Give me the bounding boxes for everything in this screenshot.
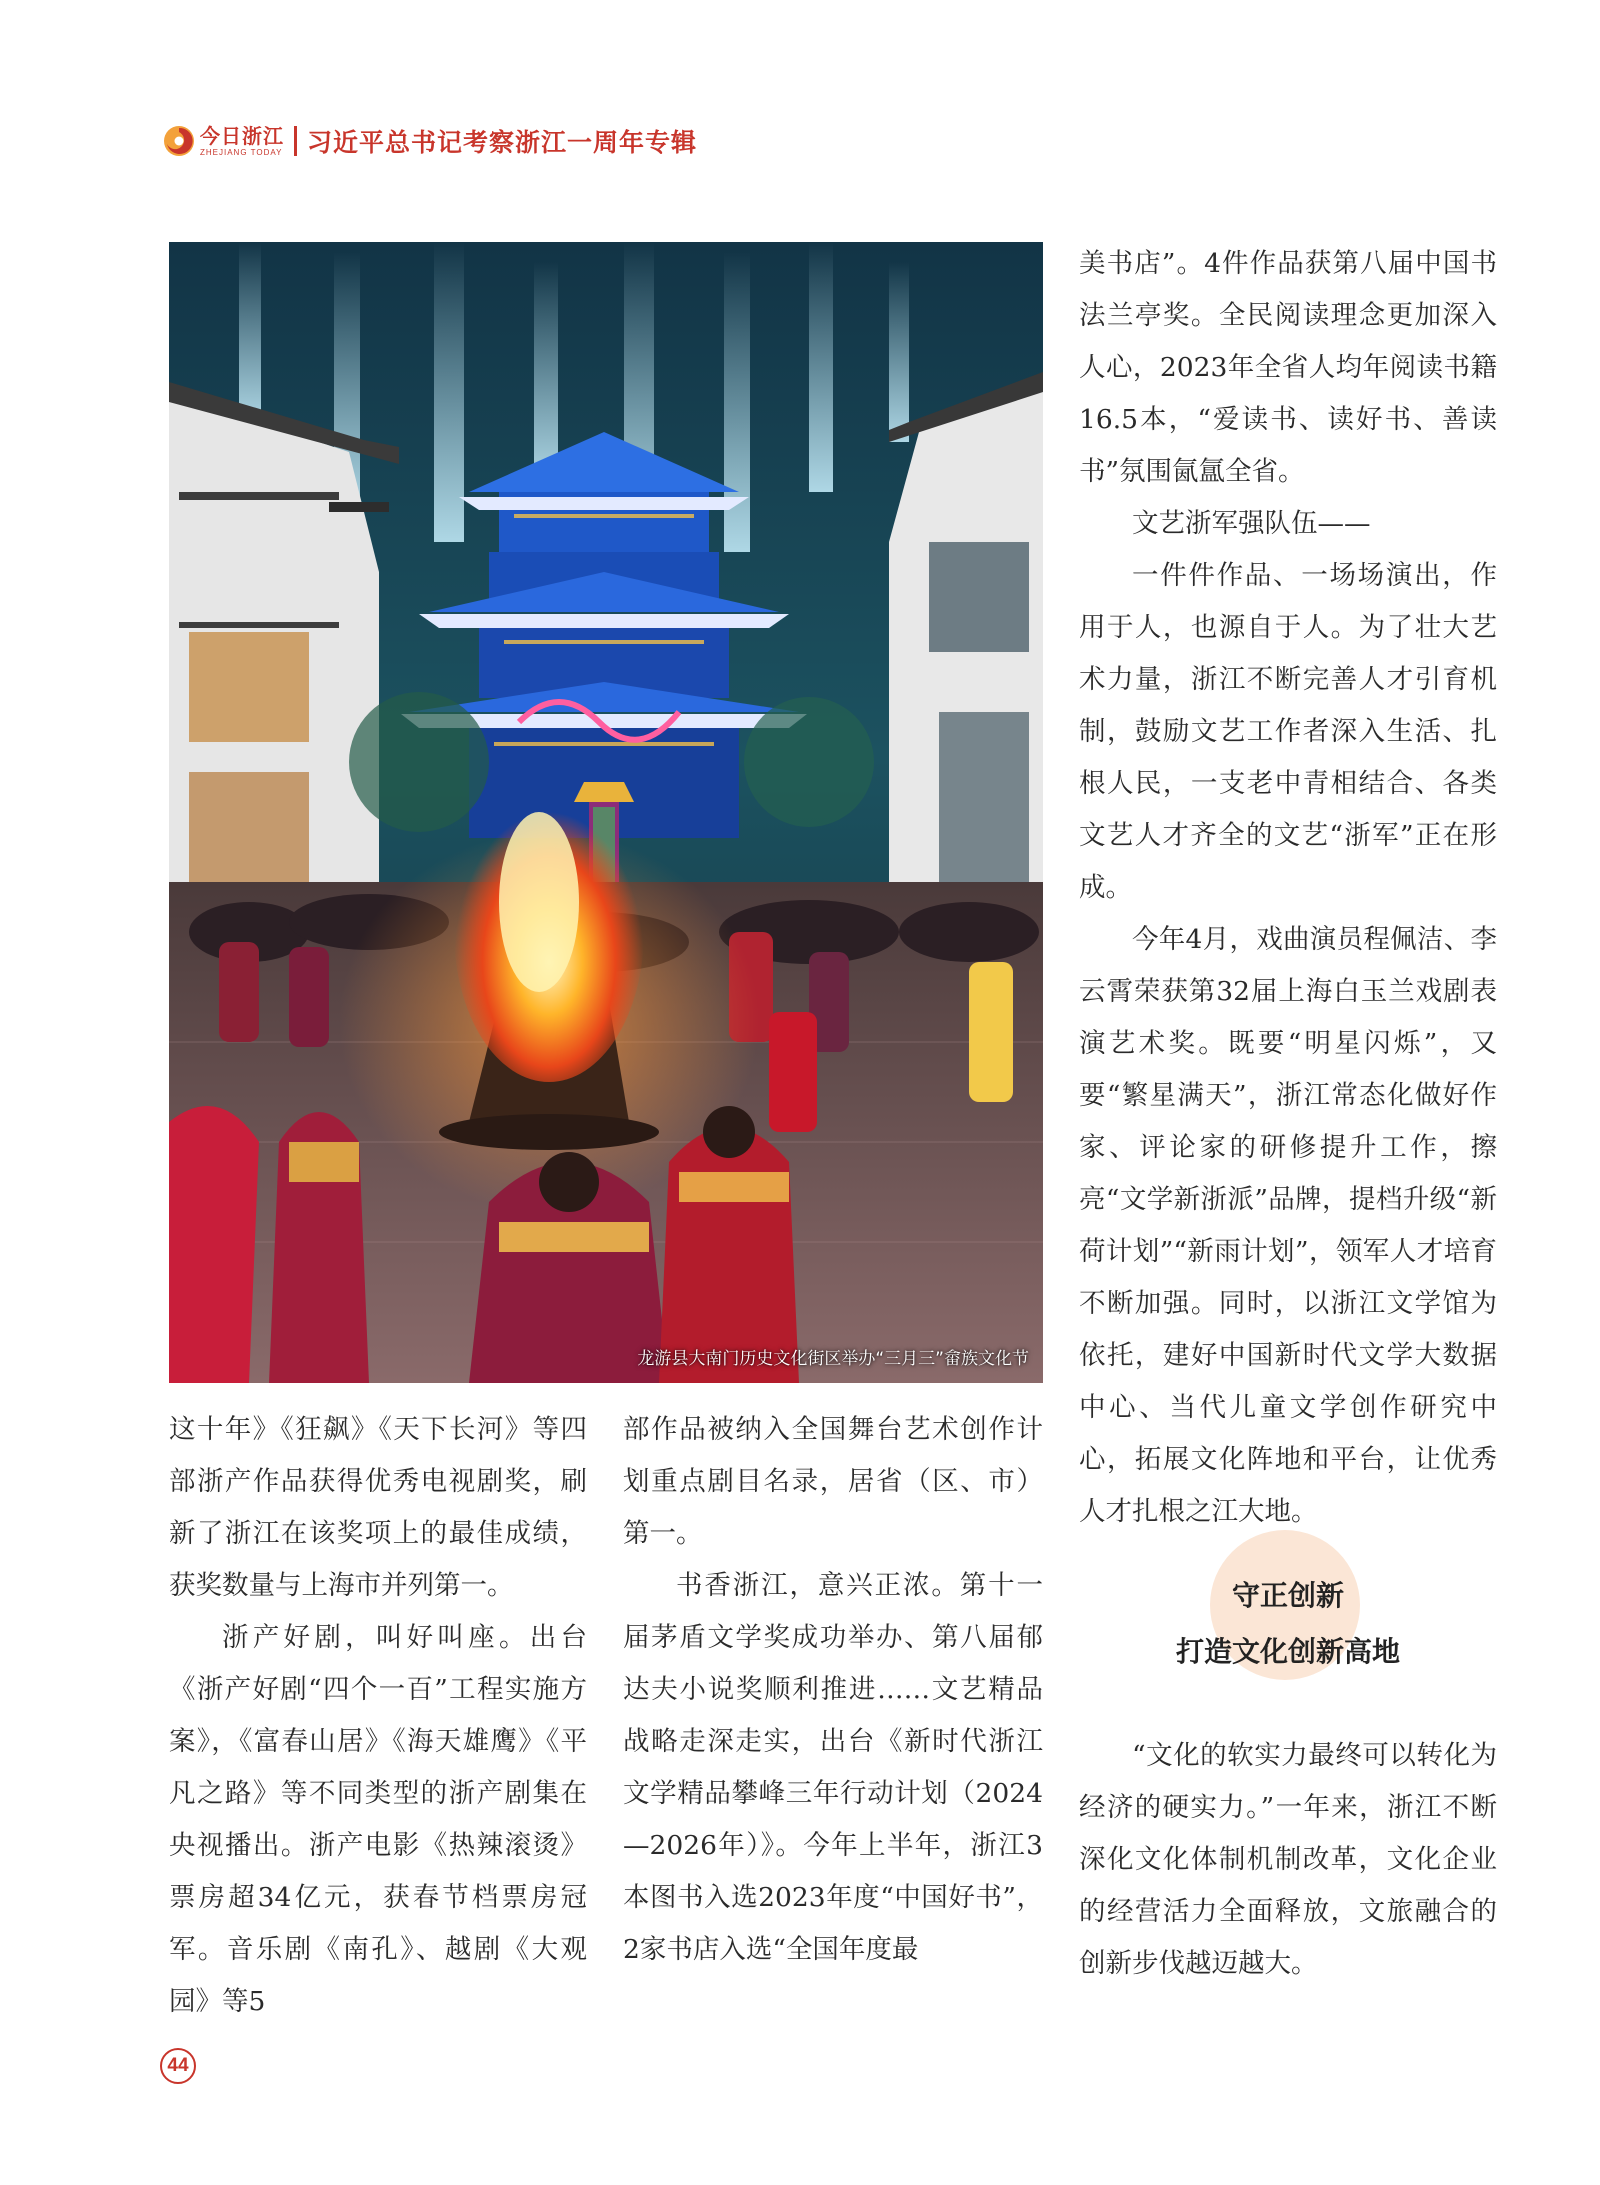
text-column-right: [1079, 238, 1497, 1538]
paragraph: 浙产好剧，叫好叫座。出台《浙产好剧“四个一百”工程实施方案》，《富春山居》《海天雄鹰》《平凡之路》等不同类型的浙产剧集在央视播出。浙产电影《热辣滚烫》票房超34亿元，获春节档票房冠军。音乐剧《南孔》、越剧《大观园》等5: [169, 1622, 587, 2017]
text-column-right-lower: [1079, 1730, 1497, 1990]
paragraph: 一件件作品、一场场演出，作用于人，也源自于人。为了壮大艺术力量，浙江不断完善人才引育机制，鼓励文艺工作者深入生活、扎根人民，一支老中青相结合、各类文艺人才齐全的文艺“浙军”正在形成。: [1079, 560, 1497, 903]
subheading: 文艺浙军强队伍——: [1132, 508, 1371, 539]
festival-photo-illustration: [169, 242, 1043, 1383]
section-heading-line-2: 打造文化创新高地: [1175, 1635, 1400, 1668]
logo-subtext: ZHEJIANG TODAY: [200, 147, 283, 157]
paragraph: “文化的软实力最终可以转化为经济的硬实力。”一年来，浙江不断深化文化体制机制改革，文化企业的经营活力全面释放，文旅融合的创新步伐越迈越大。: [1079, 1740, 1497, 1979]
paragraph: 这十年》《狂飙》《天下长河》等四部浙产作品获得优秀电视剧奖，刷新了浙江在该奖项上的最佳成绩，获奖数量与上海市并列第一。: [169, 1414, 587, 1601]
text-column-middle: [623, 1404, 1043, 1976]
section-heading: [1079, 1530, 1497, 1680]
paragraph: 今年4月，戏曲演员程佩洁、李云霄荣获第32届上海白玉兰戏剧表演艺术奖。既要“明星闪烁”，又要“繁星满天”，浙江常态化做好作家、评论家的研修提升工作，擦亮“文学新浙派”品牌，提档升级“新荷计划”“新雨计划”，领军人才培育不断加强。同时，以浙江文学馆为依托，建好中国新时代文学大数据中心、当代儿童文学创作研究中心，拓展文化阵地和平台，让优秀人才扎根之江大地。: [1079, 924, 1497, 1527]
logo-text: 今日浙江: [200, 123, 284, 148]
paragraph: 美书店”。4件作品获第八届中国书法兰亭奖。全民阅读理念更加深入人心，2023年全省人均年阅读书籍16.5本，“爱读书、读好书、善读书”氛围氤氲全省。: [1079, 248, 1497, 487]
header-divider: [294, 126, 297, 156]
magazine-logo: [162, 124, 284, 158]
paragraph: 书香浙江，意兴正浓。第十一届茅盾文学奖成功举办、第八届郁达夫小说奖顺利推进……文艺精品战略走深走实，出台《新时代浙江文学精品攀峰三年行动计划（2024—2026年）》。今年上半年，浙江3本图书入选2023年度“中国好书”，2家书店入选“全国年度最: [623, 1570, 1043, 1965]
paragraph: 部作品被纳入全国舞台艺术创作计划重点剧目名录，居省（区、市）第一。: [623, 1414, 1043, 1549]
logo-swirl-icon: [162, 124, 196, 158]
page-header: [162, 118, 697, 164]
text-column-left: [169, 1404, 587, 2028]
photo-caption: 龙游县大南门历史文化街区举办“三月三”畲族文化节: [637, 1349, 1029, 1369]
festival-photo: [169, 242, 1043, 1383]
section-heading-line-1: 守正创新: [1231, 1579, 1344, 1612]
page-number: 44: [160, 2048, 196, 2084]
header-title: 习近平总书记考察浙江一周年专辑: [307, 128, 698, 157]
